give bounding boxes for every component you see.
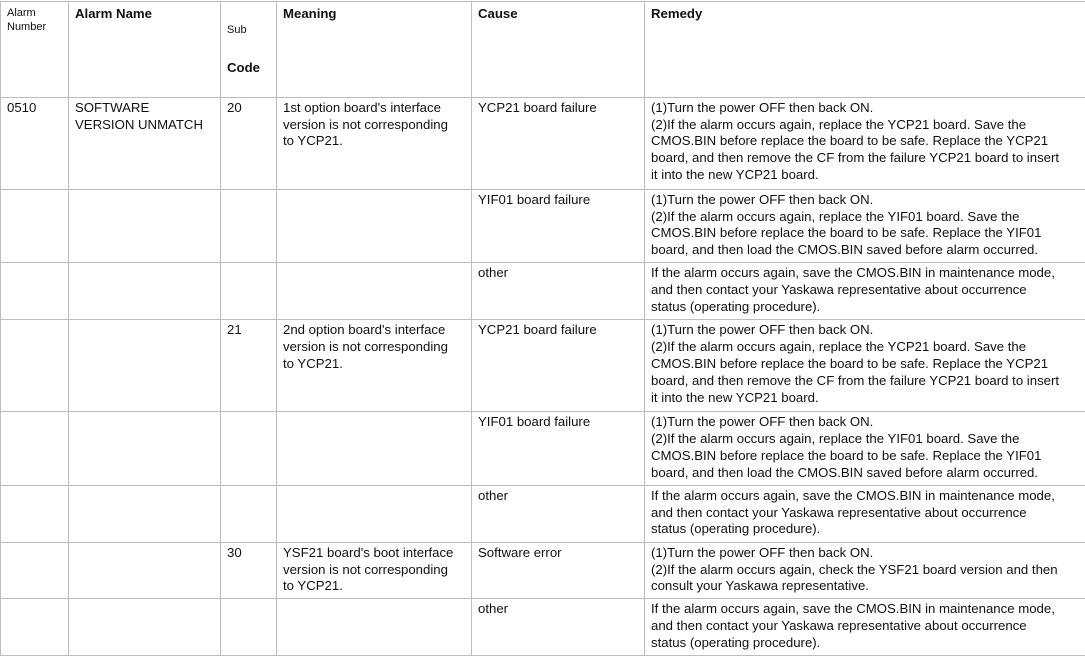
cell-cause: other — [472, 599, 645, 656]
cell-alarm-number — [1, 189, 69, 263]
cell-alarm-name: SOFTWARE VERSION UNMATCH — [69, 97, 221, 189]
cell-alarm-number — [1, 263, 69, 320]
cell-alarm-number — [1, 319, 69, 411]
header-alarm-number: Alarm Number — [1, 2, 69, 98]
header-code-label: Code — [227, 60, 270, 77]
cell-meaning — [277, 263, 472, 320]
table-row — [1, 542, 1085, 599]
cell-meaning — [277, 411, 472, 485]
alarm-table — [0, 1, 1085, 656]
cell-cause: YIF01 board failure — [472, 189, 645, 263]
table-row — [1, 97, 1085, 189]
cell-sub-code: 20 — [221, 97, 277, 189]
header-alarm-name: Alarm Name — [69, 2, 221, 98]
table-row — [1, 189, 1085, 263]
cell-sub-code — [221, 263, 277, 320]
cell-alarm-name — [69, 263, 221, 320]
cell-remedy: (1)Turn the power OFF then back ON. (2)If the alarm occurs again, replace the YCP21 board. Save the CMOS.BIN before replace the board to be safe. Replace the YCP21 board, and then remove the CF from the failure YCP21 board to insert it into the new YCP21 board. — [645, 97, 1085, 189]
cell-sub-code — [221, 599, 277, 656]
cell-meaning: 2nd option board's interface version is not corresponding to YCP21. — [277, 319, 472, 411]
cell-alarm-number — [1, 542, 69, 599]
cell-alarm-number — [1, 485, 69, 542]
header-sub-label: Sub — [227, 23, 270, 37]
cell-sub-code — [221, 189, 277, 263]
table-row — [1, 485, 1085, 542]
cell-remedy: (1)Turn the power OFF then back ON. (2)If the alarm occurs again, replace the YCP21 board. Save the CMOS.BIN before replace the board to be safe. Replace the YCP21 board, and then remove the CF from the failure YCP21 board to insert it into the new YCP21 board. — [645, 319, 1085, 411]
header-cause: Cause — [472, 2, 645, 98]
cell-meaning — [277, 599, 472, 656]
cell-meaning — [277, 189, 472, 263]
cell-remedy: (1)Turn the power OFF then back ON. (2)If the alarm occurs again, check the YSF21 board version and then consult your Yaskawa representative. — [645, 542, 1085, 599]
cell-meaning: YSF21 board's boot interface version is not corresponding to YCP21. — [277, 542, 472, 599]
cell-sub-code: 30 — [221, 542, 277, 599]
cell-alarm-name — [69, 319, 221, 411]
header-remedy: Remedy — [645, 2, 1085, 98]
cell-cause: other — [472, 485, 645, 542]
header-sub-code — [221, 2, 277, 98]
cell-cause: YCP21 board failure — [472, 97, 645, 189]
cell-meaning: 1st option board's interface version is not corresponding to YCP21. — [277, 97, 472, 189]
cell-remedy: If the alarm occurs again, save the CMOS.BIN in maintenance mode, and then contact your Yaskawa representative about occurrence status (operating procedure). — [645, 263, 1085, 320]
cell-alarm-name — [69, 485, 221, 542]
cell-alarm-number: 0510 — [1, 97, 69, 189]
cell-remedy: If the alarm occurs again, save the CMOS.BIN in maintenance mode, and then contact your Yaskawa representative about occurrence status (operating procedure). — [645, 485, 1085, 542]
cell-sub-code: 21 — [221, 319, 277, 411]
cell-alarm-name — [69, 542, 221, 599]
cell-alarm-name — [69, 189, 221, 263]
table-row — [1, 319, 1085, 411]
table-row — [1, 411, 1085, 485]
cell-alarm-name — [69, 411, 221, 485]
cell-cause: other — [472, 263, 645, 320]
header-meaning: Meaning — [277, 2, 472, 98]
cell-cause: YIF01 board failure — [472, 411, 645, 485]
cell-cause: Software error — [472, 542, 645, 599]
cell-meaning — [277, 485, 472, 542]
cell-remedy: (1)Turn the power OFF then back ON. (2)If the alarm occurs again, replace the YIF01 board. Save the CMOS.BIN before replace the board to be safe. Replace the YIF01 board, and then load the CMOS.BIN saved before alarm occurred. — [645, 189, 1085, 263]
cell-alarm-number — [1, 411, 69, 485]
cell-sub-code — [221, 411, 277, 485]
cell-remedy: If the alarm occurs again, save the CMOS.BIN in maintenance mode, and then contact your Yaskawa representative about occurrence status (operating procedure). — [645, 599, 1085, 656]
cell-cause: YCP21 board failure — [472, 319, 645, 411]
cell-sub-code — [221, 485, 277, 542]
header-row — [1, 2, 1085, 98]
table-row — [1, 599, 1085, 656]
cell-alarm-number — [1, 599, 69, 656]
cell-remedy: (1)Turn the power OFF then back ON. (2)If the alarm occurs again, replace the YIF01 board. Save the CMOS.BIN before replace the board to be safe. Replace the YIF01 board, and then load the CMOS.BIN saved before alarm occurred. — [645, 411, 1085, 485]
cell-alarm-name — [69, 599, 221, 656]
table-row — [1, 263, 1085, 320]
